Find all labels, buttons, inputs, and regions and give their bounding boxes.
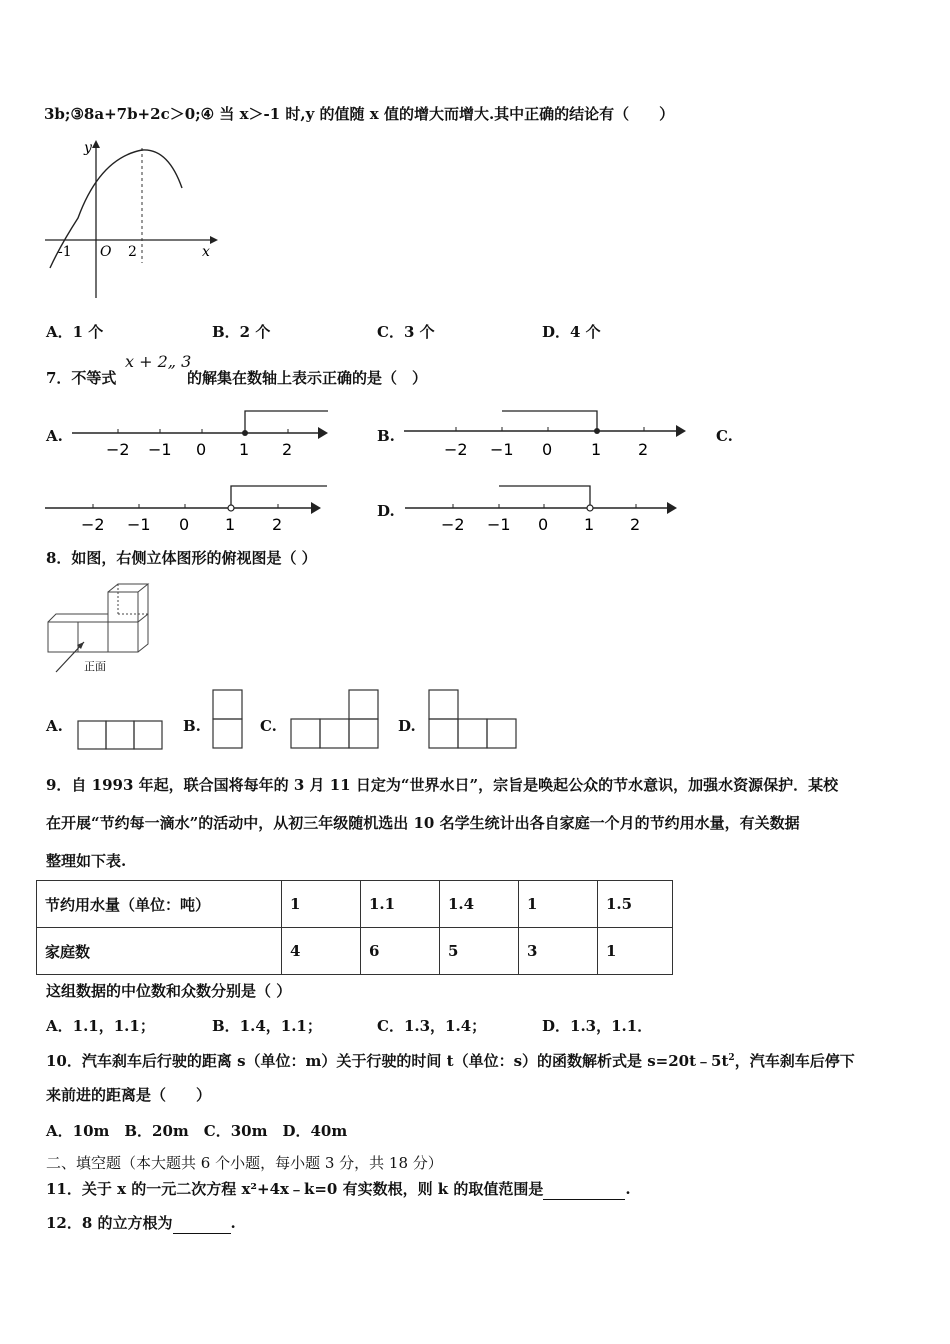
two-label: 2 — [128, 244, 137, 260]
table-cell: 1.1 — [361, 881, 440, 928]
number-line-a — [72, 405, 332, 460]
table-row — [37, 928, 673, 975]
table-cell: 1.4 — [440, 881, 519, 928]
q9-line-3: 整理如下表. — [46, 852, 127, 870]
number-line-b — [404, 405, 689, 460]
svg-text:−2: −2 — [441, 515, 465, 534]
q10-options[interactable]: A．10m B．20m C．30m D．40m — [46, 1122, 348, 1140]
svg-text:0: 0 — [196, 440, 207, 459]
table-cell: 1 — [598, 928, 673, 975]
svg-text:0: 0 — [179, 515, 190, 534]
q6-option-d[interactable]: D．4 个 — [542, 323, 601, 341]
front-label: 正面 — [84, 660, 106, 673]
q7-option-d[interactable]: D. — [377, 502, 395, 520]
table-cell: 节约用水量（单位：吨） — [37, 881, 282, 928]
table-cell: 1 — [282, 881, 361, 928]
q9-option-a[interactable]: A．1.1，1.1； — [46, 1017, 155, 1035]
q7-option-b[interactable]: B. — [377, 427, 395, 445]
q8-option-b[interactable]: B. — [183, 717, 201, 735]
svg-text:1: 1 — [584, 515, 595, 534]
q8-option-c-figure[interactable] — [289, 688, 383, 750]
svg-text:−2: −2 — [106, 440, 130, 459]
q8-option-c[interactable]: C. — [260, 717, 277, 735]
svg-text:2: 2 — [272, 515, 283, 534]
svg-text:1: 1 — [225, 515, 236, 534]
q6-option-a[interactable]: A．1 个 — [46, 323, 104, 341]
table-cell: 5 — [440, 928, 519, 975]
q6-parabola-graph — [40, 138, 220, 303]
section-2-heading: 二、填空题（本大题共 6 个小题，每小题 3 分，共 18 分） — [46, 1154, 443, 1172]
table-row — [37, 881, 673, 928]
svg-text:−2: −2 — [444, 440, 468, 459]
q8-stem: 8．如图，右侧立体图形的俯视图是（ ） — [46, 549, 317, 567]
q8-option-a-figure[interactable] — [76, 719, 166, 751]
q9-option-d[interactable]: D．1.3，1.1． — [542, 1017, 653, 1035]
q7-suffix: 的解集在数轴上表示正确的是（ ） — [187, 369, 428, 387]
q10-line-2: 来前进的距离是（ ） — [46, 1086, 212, 1104]
q8-solid-figure — [44, 584, 159, 676]
q6-stem-tail: 3b;③8a+7b+2c＞0;④ 当 x＞-1 时,y 的值随 x 值的增大而增大.其中正确的结论有（ ） — [44, 105, 675, 123]
q8-option-d-figure[interactable] — [427, 688, 521, 750]
q8-option-b-figure[interactable] — [211, 688, 245, 750]
q11-answer-blank[interactable] — [543, 1179, 625, 1200]
number-line-d — [405, 482, 685, 537]
svg-text:−1: −1 — [148, 440, 172, 459]
q8-option-a[interactable]: A. — [46, 717, 63, 735]
q6-option-c[interactable]: C．3 个 — [377, 323, 435, 341]
y-axis-label: y — [84, 140, 92, 156]
q9-data-table — [36, 880, 673, 975]
table-cell: 1.5 — [598, 881, 673, 928]
origin-label: O — [100, 244, 112, 260]
q10-line-1: 10．汽车刹车后行驶的距离 s（单位：m）关于行驶的时间 t（单位：s）的函数解析式是 $s=20t﹣5t^2$，汽车刹车后停下 — [46, 1052, 855, 1070]
svg-text:1: 1 — [239, 440, 250, 459]
x-axis-label: x — [202, 244, 210, 260]
q7-option-c[interactable]: C. — [716, 427, 733, 445]
neg1-label: -1 — [58, 244, 72, 260]
table-cell: 1 — [519, 881, 598, 928]
svg-text:0: 0 — [542, 440, 553, 459]
table-cell: 家庭数 — [37, 928, 282, 975]
q9-option-c[interactable]: C．1.3，1.4； — [377, 1017, 487, 1035]
q7-prefix: 7．不等式 — [46, 369, 117, 387]
table-cell: 4 — [282, 928, 361, 975]
q9-question: 这组数据的中位数和众数分别是（ ） — [46, 982, 292, 1000]
svg-text:2: 2 — [630, 515, 641, 534]
svg-text:2: 2 — [282, 440, 293, 459]
q9-line-1: 9．自 1993 年起，联合国将每年的 3 月 11 日定为“世界水日”，宗旨是唤起公众的节水意识，加强水资源保护．某校 — [46, 776, 839, 794]
svg-text:0: 0 — [538, 515, 549, 534]
svg-text:−1: −1 — [490, 440, 514, 459]
svg-text:−1: −1 — [487, 515, 511, 534]
svg-text:1: 1 — [591, 440, 602, 459]
svg-text:−1: −1 — [127, 515, 151, 534]
q12: 12．8 的立方根为 . — [46, 1214, 236, 1232]
q12-answer-blank[interactable] — [173, 1213, 231, 1234]
q9-option-b[interactable]: B．1.4，1.1； — [212, 1017, 322, 1035]
q9-line-2: 在开展“节约每一滴水”的活动中，从初三年级随机选出 10 名学生统计出各自家庭一个月的节约用水量，有关数据 — [46, 814, 800, 832]
q7-option-a[interactable]: A. — [46, 427, 63, 445]
q11: 11．关于 x 的一元二次方程 x²+4x﹣k=0 有实数根，则 k 的取值范围是 . — [46, 1180, 631, 1198]
svg-text:2: 2 — [638, 440, 649, 459]
q7-formula: x + 2„ 3 — [125, 352, 192, 371]
q6-option-b[interactable]: B．2 个 — [212, 323, 271, 341]
q8-option-d[interactable]: D. — [398, 717, 416, 735]
table-cell: 6 — [361, 928, 440, 975]
number-line-c — [45, 482, 330, 537]
table-cell: 3 — [519, 928, 598, 975]
svg-text:−2: −2 — [81, 515, 105, 534]
